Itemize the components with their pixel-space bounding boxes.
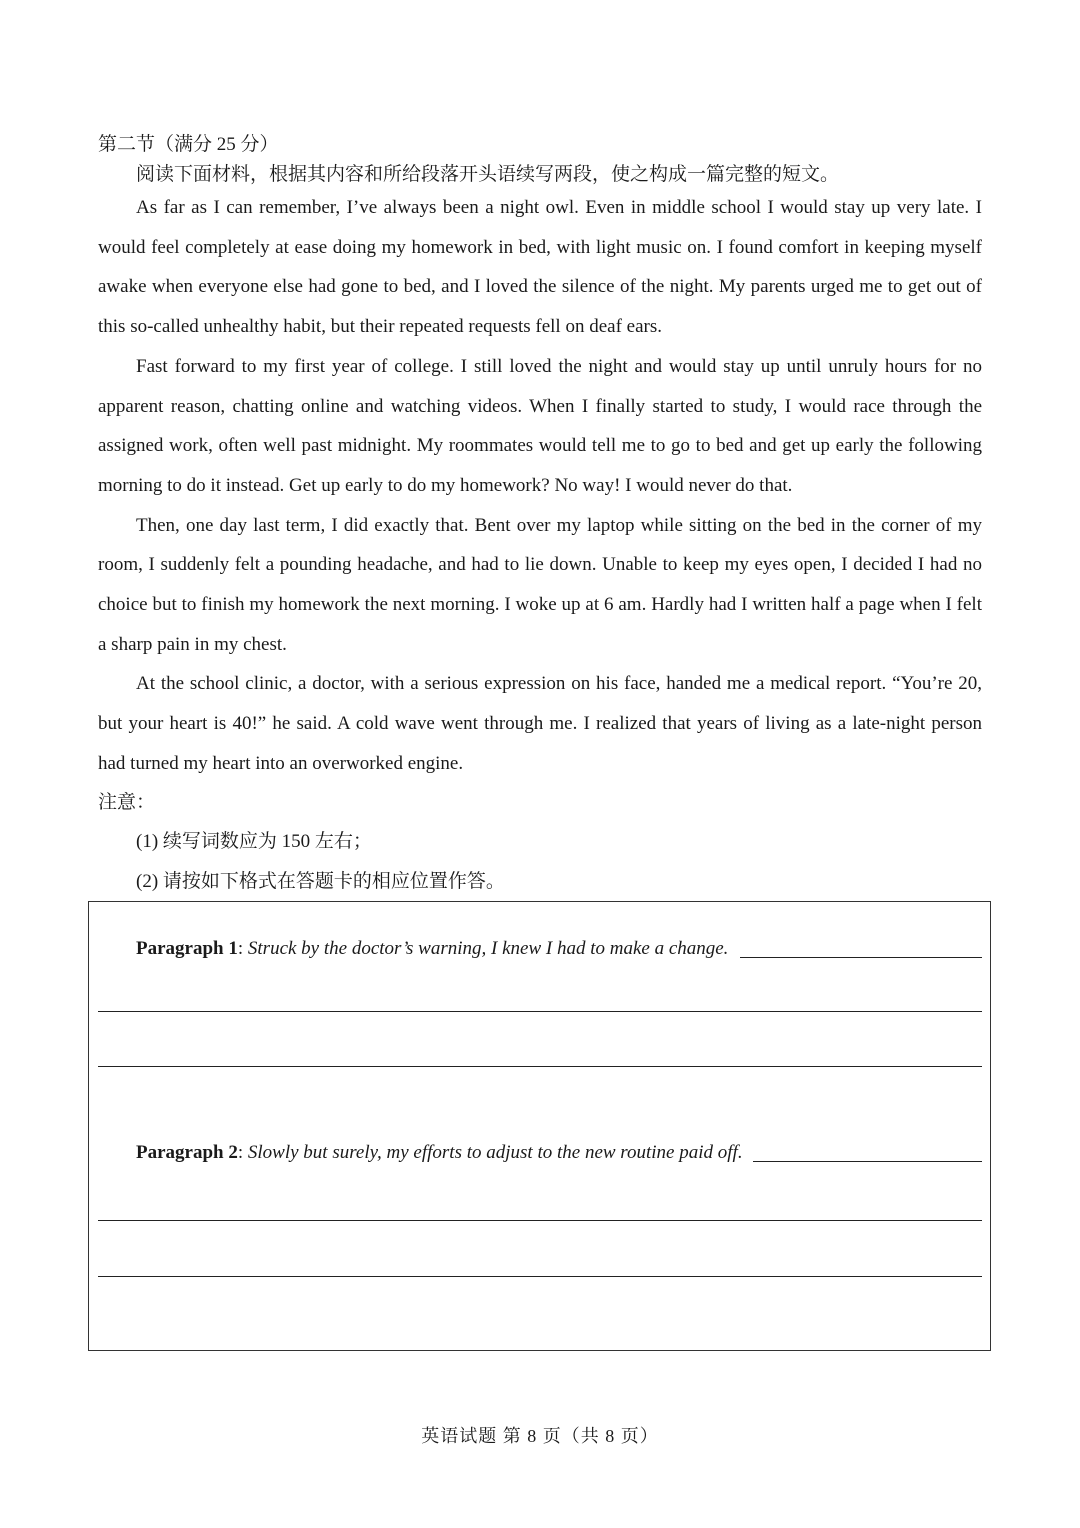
paragraph-1-separator: : xyxy=(237,938,248,959)
paragraph-2-writing-line[interactable] xyxy=(98,1276,982,1277)
page-footer: 英语试题 第 8 页（共 8 页） xyxy=(421,1426,659,1446)
paragraph-1-writing-line[interactable] xyxy=(98,1011,982,1012)
notes-label: 注意： xyxy=(98,792,156,813)
paragraph-1-writing-line[interactable] xyxy=(740,957,982,958)
note-item-2: (2) 请按如下格式在答题卡的相应位置作答。 xyxy=(136,871,505,892)
paragraph-2-separator: : xyxy=(237,1142,248,1163)
section-instruction: 阅读下面材料，根据其内容和所给段落开头语续写两段，使之构成一篇完整的短文。 xyxy=(136,164,840,185)
passage-paragraph-3: Then, one day last term, I did exactly that. Bent over my laptop while sitting on the bed in the corner of my room, I suddenly felt a pounding headache, and had to lie down. Unable to keep my eyes open, I decided I had no choice but to finish my homework the next morning. I woke up at 6 am. Hardly had I written half a page when I felt a sharp pain in my chest. xyxy=(98,514,982,655)
passage-paragraph-1: As far as I can remember, I’ve always been a night owl. Even in middle school I would stay up very late. I would feel completely at ease doing my homework in bed, with light music on. I found comfort in keeping myself awake when everyone else had gone to bed, and I loved the silence of the night. My parents urged me to get out of this so-called unhealthy habit, but their repeated requests fell on deaf ears. xyxy=(98,197,982,338)
note-item-1: (1) 续写词数应为 150 左右； xyxy=(136,831,372,852)
section-title: 第二节（满分 25 分） xyxy=(98,134,279,155)
reading-passage xyxy=(98,188,982,784)
paragraph-2-label: Paragraph 2 xyxy=(136,1142,238,1163)
paragraph-2-writing-line[interactable] xyxy=(753,1161,982,1162)
paragraph-1-prompt xyxy=(136,936,728,962)
paragraph-2-prompt xyxy=(136,1140,743,1166)
passage-paragraph-2: Fast forward to my first year of college. I still loved the night and would stay up until unruly hours for no apparent reason, chatting online and watching videos. When I finally started to study, I would race through the assigned work, often well past midnight. My roommates would tell me to go to bed and get up early the following morning to do it instead. Get up early to do my homework? No way! I would never do that. xyxy=(98,355,982,496)
paragraph-1-writing-line[interactable] xyxy=(98,1066,982,1067)
answer-box xyxy=(88,901,991,1351)
paragraph-1-starter: Struck by the doctor’s warning, I knew I had to make a change. xyxy=(247,938,729,959)
passage-paragraph-4: At the school clinic, a doctor, with a serious expression on his face, handed me a medical report. “You’re 20, but your heart is 40!” he said. A cold wave went through me. I realized that years of living as a late-night person had turned my heart into an overworked engine. xyxy=(98,673,982,774)
paragraph-1-label: Paragraph 1 xyxy=(136,938,238,959)
paragraph-2-writing-line[interactable] xyxy=(98,1220,982,1221)
paragraph-2-starter: Slowly but surely, my efforts to adjust to the new routine paid off. xyxy=(247,1142,743,1163)
